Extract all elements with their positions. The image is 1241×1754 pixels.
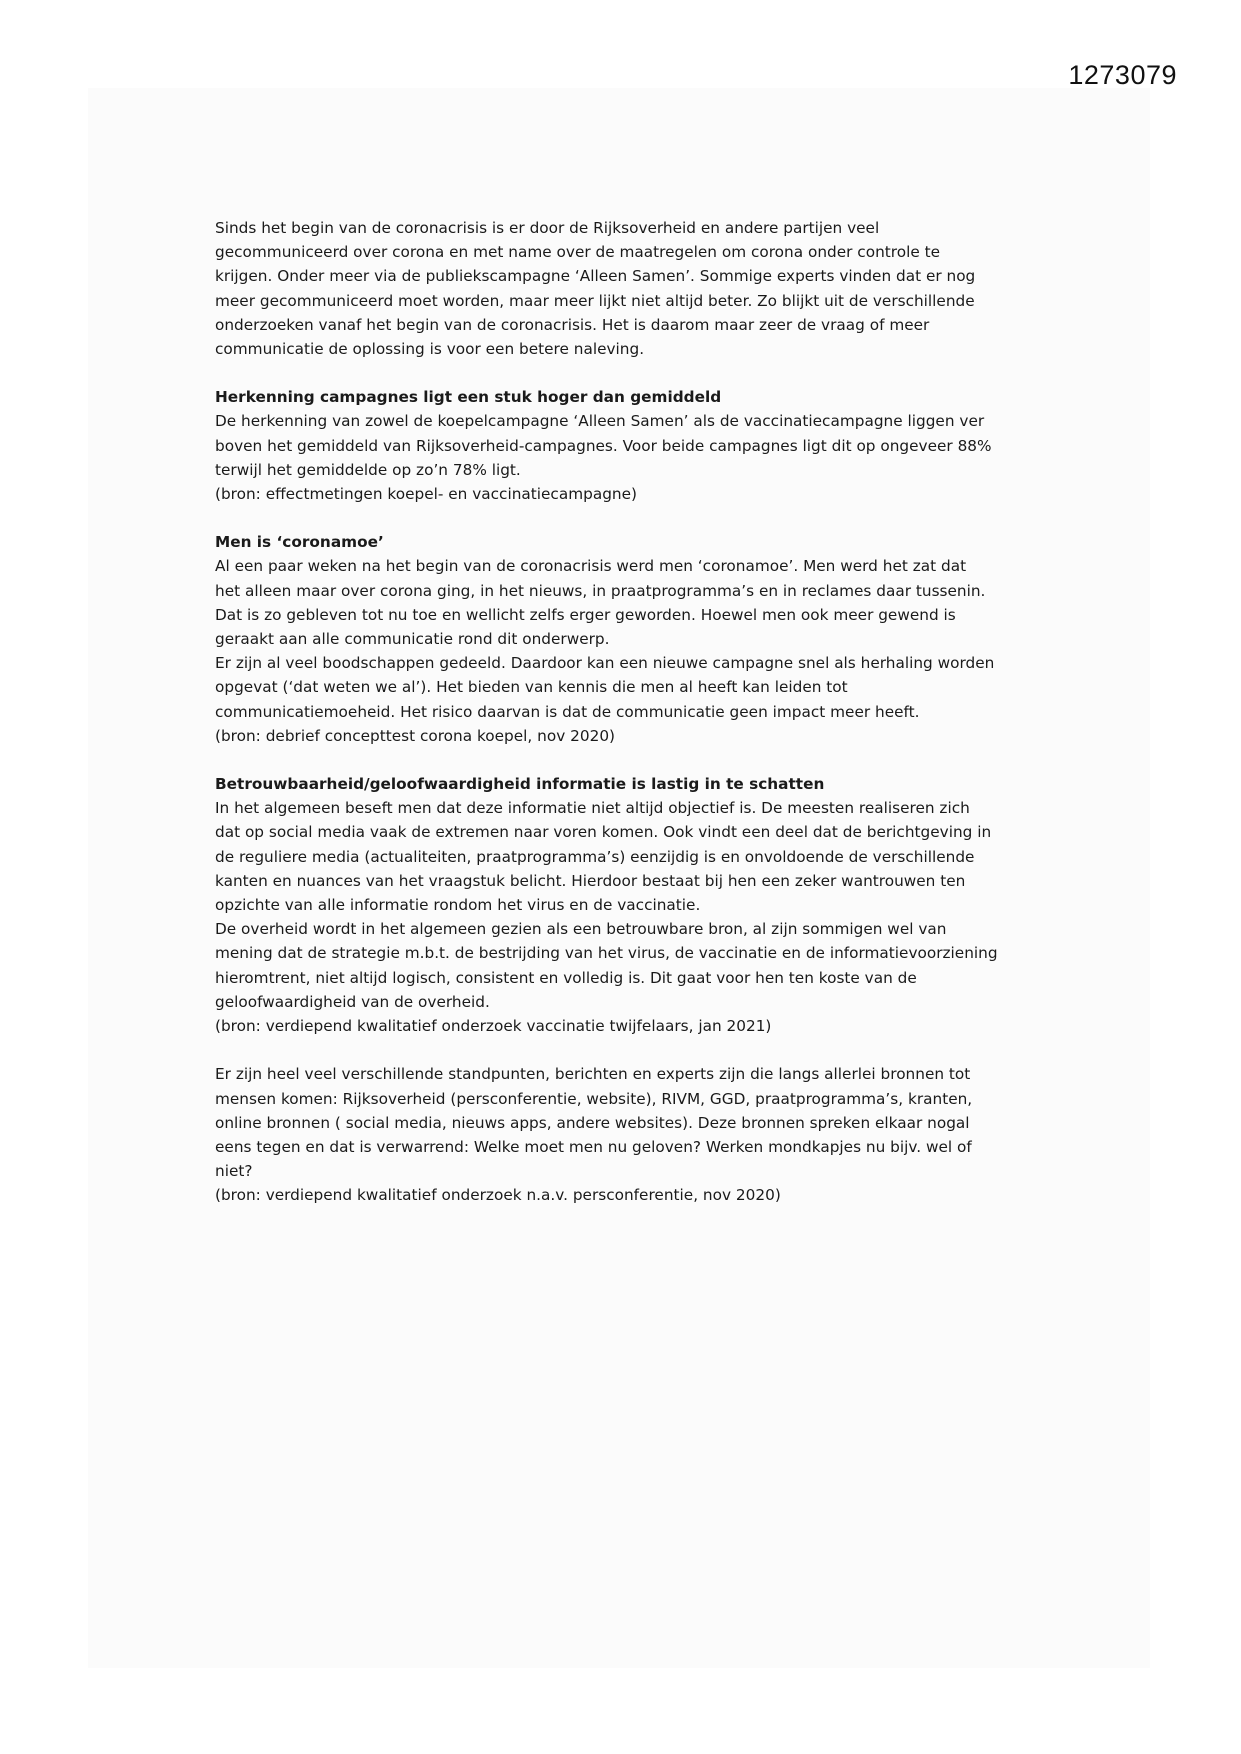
text-line: niet? — [215, 1162, 253, 1181]
source-citation: (bron: debrief concepttest corona koepel, nov 2020) — [215, 726, 616, 745]
text-line: onderzoeken vanaf het begin van de coronacrisis. Het is daarom maar zeer de vraag of meer — [215, 315, 930, 334]
text-line: De overheid wordt in het algemeen gezien als een betrouwbare bron, al zijn sommigen wel van — [215, 920, 947, 939]
text-line: mening dat de strategie m.b.t. de bestrijding van het virus, de vaccinatie en de informatievoorziening — [215, 944, 998, 963]
text-line: hieromtrent, niet altijd logisch, consistent en volledig is. Dit gaat voor hen ten koste van de — [215, 968, 917, 987]
text-line: Dat is zo gebleven tot nu toe en wellicht zelfs erger geworden. Hoewel men ook meer gewend is — [215, 605, 956, 624]
text-line: geraakt aan alle communicatie rond dit onderwerp. — [215, 630, 610, 649]
text-line: De herkenning van zowel de koepelcampagne ‘Alleen Samen’ als de vaccinatiecampagne liggen ver — [215, 412, 985, 431]
text-line: opgevat (‘dat weten we al’). Het bieden van kennis die men al heeft kan leiden tot — [215, 678, 848, 697]
document-id: 1273079 — [1068, 60, 1177, 90]
text-line: eens tegen en dat is verwarrend: Welke moet men nu geloven? Werken mondkapjes nu bijv. wel of — [215, 1137, 972, 1156]
section-heading: Betrouwbaarheid/geloofwaardigheid informatie is lastig in te schatten — [215, 775, 825, 794]
text-line: boven het gemiddeld van Rijksoverheid-campagnes. Voor beide campagnes ligt dit op ongeveer 88% — [215, 436, 992, 455]
text-line: communicatiemoeheid. Het risico daarvan is dat de communicatie geen impact meer heeft. — [215, 702, 920, 721]
text-line: Er zijn heel veel verschillende standpunten, berichten en experts zijn die langs allerlei bronnen tot — [215, 1065, 971, 1084]
section-heading: Men is ‘coronamoe’ — [215, 533, 384, 552]
text-line: terwijl het gemiddelde op zo’n 78% ligt. — [215, 460, 521, 479]
text-line: meer gecommuniceerd moet worden, maar meer lijkt niet altijd beter. Zo blijkt uit de verschillende — [215, 291, 975, 310]
document-body — [215, 216, 1035, 1208]
text-line: Er zijn al veel boodschappen gedeeld. Daardoor kan een nieuwe campagne snel als herhaling worden — [215, 654, 995, 673]
text-line: de reguliere media (actualiteiten, praatprogramma’s) eenzijdig is en onvoldoende de verschillende — [215, 847, 975, 866]
source-citation: (bron: verdiepend kwalitatief onderzoek vaccinatie twijfelaars, jan 2021) — [215, 1017, 772, 1036]
text-line: online bronnen ( social media, nieuws apps, andere websites). Deze bronnen spreken elkaar nogal — [215, 1113, 970, 1132]
text-line: Sinds het begin van de coronacrisis is er door de Rijksoverheid en andere partijen veel — [215, 219, 880, 237]
text-line: krijgen. Onder meer via de publiekscampagne ‘Alleen Samen’. Sommige experts vinden dat er nog — [215, 267, 976, 286]
source-citation: (bron: verdiepend kwalitatief onderzoek n.a.v. persconferentie, nov 2020) — [215, 1186, 781, 1205]
text-line: communicatie de oplossing is voor een betere naleving. — [215, 340, 645, 359]
text-line: gecommuniceerd over corona en met name over de maatregelen om corona onder controle te — [215, 243, 941, 262]
section-conflicting-sources — [215, 1062, 1035, 1207]
section-corona-fatigue — [215, 530, 1035, 748]
section-campaign-recognition — [215, 385, 1035, 506]
intro-paragraph — [215, 216, 1035, 361]
text-line: het alleen maar over corona ging, in het nieuws, in praatprogramma’s en in reclames daar tussenin. — [215, 581, 986, 600]
section-heading: Herkenning campagnes ligt een stuk hoger dan gemiddeld — [215, 388, 722, 407]
text-line: kanten en nuances van het vraagstuk belicht. Hierdoor bestaat bij hen een zeker wantrouwen ten — [215, 871, 966, 890]
section-reliability — [215, 772, 1035, 1038]
text-line: opzichte van alle informatie rondom het virus en de vaccinatie. — [215, 896, 701, 915]
text-line: Al een paar weken na het begin van de coronacrisis werd men ‘coronamoe’. Men werd het zat dat — [215, 557, 967, 576]
source-citation: (bron: effectmetingen koepel- en vaccinatiecampagne) — [215, 485, 637, 504]
text-line: dat op social media vaak de extremen naar voren komen. Ook vindt een deel dat de berichtgeving in — [215, 823, 992, 842]
text-line: geloofwaardigheid van de overheid. — [215, 992, 490, 1011]
text-line: mensen komen: Rijksoverheid (persconferentie, website), RIVM, GGD, praatprogramma’s, kranten, — [215, 1089, 973, 1108]
text-line: In het algemeen beseft men dat deze informatie niet altijd objectief is. De meesten realiseren zich — [215, 799, 970, 818]
